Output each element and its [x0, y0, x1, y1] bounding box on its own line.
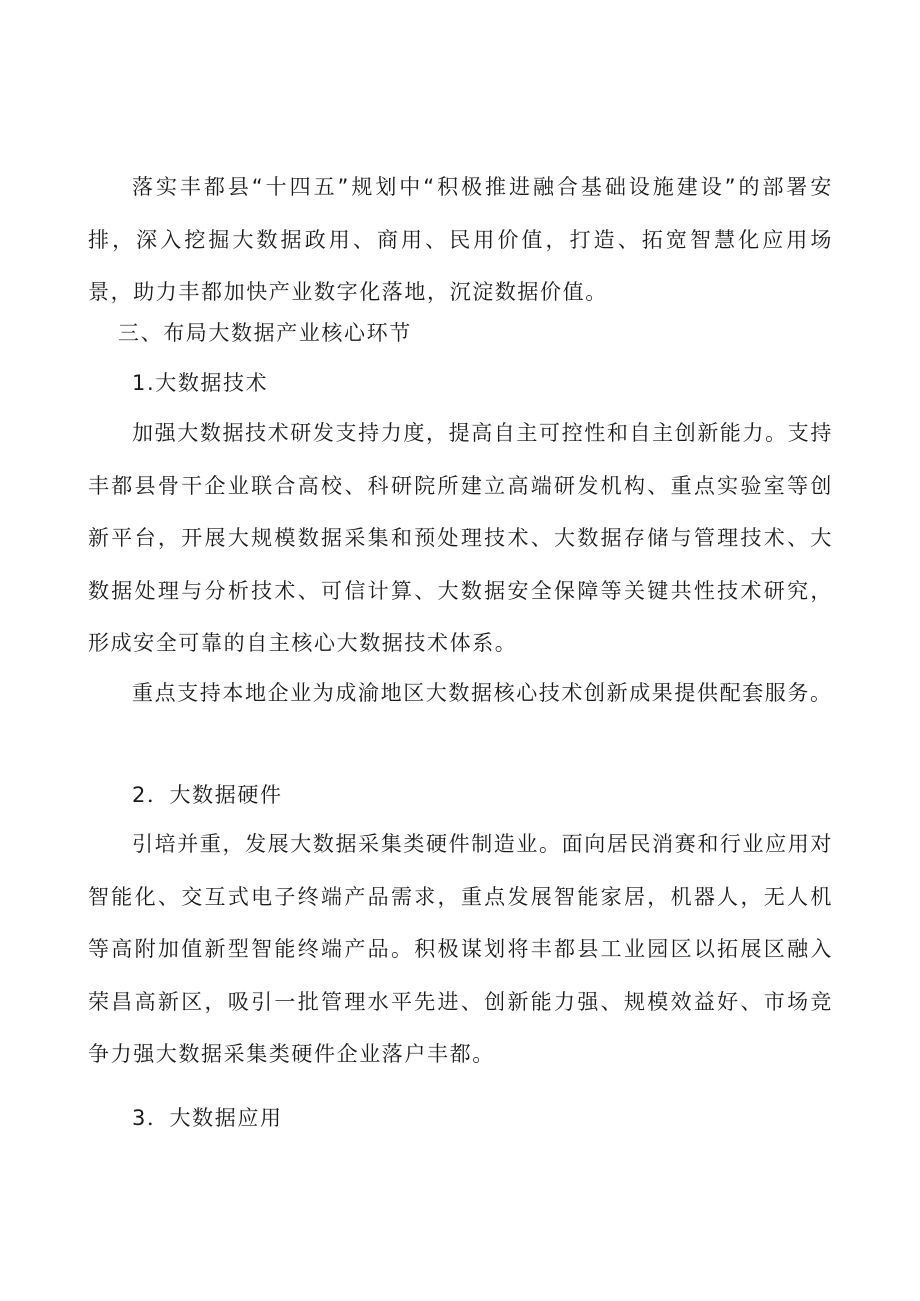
intro-paragraph: 落实丰都县“十四五”规划中“积极推进融合基础设施建设”的部署安排，深入挖掘大数据政用、商用、民用价值，打造、拓宽智慧化应用场景，助力丰都加快产业数字化落地，沉淀数据价值。 [88, 175, 833, 304]
subsection-3-heading: 3．大数据应用 [132, 1106, 283, 1130]
subsection-1-paragraph-2: 重点支持本地企业为成渝地区大数据核心技术创新成果提供配套服务。 [132, 681, 833, 705]
subsection-1-paragraph-1: 加强大数据技术研发支持力度，提高自主可控性和自主创新能力。支持丰都县骨干企业联合高校、科研院所建立高端研发机构、重点实验室等创新平台，开展大规模数据采集和预处理技术、大数据存储与管理技术、大数据处理与分析技术、可信计算、大数据安全保障等关键共性技术研究，形成安全可靠的自主核心大数据技术体系。 [88, 421, 833, 655]
section-three-heading: 三、布局大数据产业核心环节 [118, 321, 412, 345]
subsection-2-paragraph-1: 引培并重，发展大数据采集类硬件制造业。面向居民消赛和行业应用对智能化、交互式电子终端产品需求，重点发展智能家居，机器人，无人机等高附加值新型智能终端产品。积极谋划将丰都县工业园区以拓展区融入荣昌高新区，吸引一批管理水平先进、创新能力强、规模效益好、市场竞争力强大数据采集类硬件企业落户丰都。 [88, 832, 833, 1066]
subsection-2-heading: 2．大数据硬件 [132, 783, 283, 807]
subsection-1-heading: 1.大数据技术 [132, 371, 269, 395]
